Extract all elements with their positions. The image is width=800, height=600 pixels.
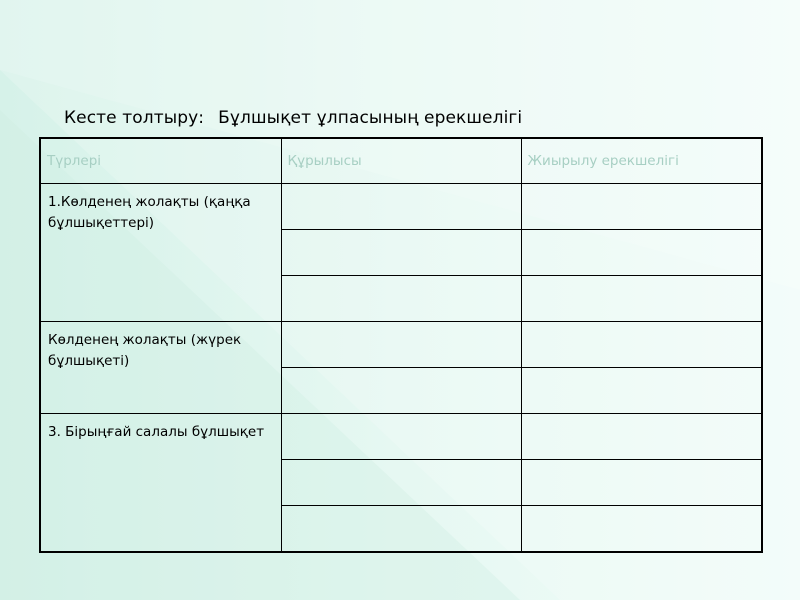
structure-input-cell[interactable] <box>281 322 521 368</box>
structure-input-cell[interactable] <box>281 460 521 506</box>
slide-title-main: Бұлшықет ұлпасының ерекшелігі <box>218 108 523 128</box>
contraction-input-cell[interactable] <box>521 414 762 460</box>
table-header-row <box>40 138 762 184</box>
contraction-input-cell[interactable] <box>521 230 762 276</box>
structure-input-cell[interactable] <box>281 368 521 414</box>
structure-input-cell[interactable] <box>281 184 521 230</box>
header-types: Түрлері <box>40 138 281 184</box>
type-cell-smooth: 3. Бірыңғай салалы бұлшықет <box>40 414 281 553</box>
table-container <box>39 137 761 547</box>
type-cell-skeletal: 1.Көлденең жолақты (қаңқа бұлшықеттері) <box>40 184 281 322</box>
table-row <box>40 184 762 230</box>
header-structure: Құрылысы <box>281 138 521 184</box>
contraction-input-cell[interactable] <box>521 460 762 506</box>
contraction-input-cell[interactable] <box>521 368 762 414</box>
structure-input-cell[interactable] <box>281 414 521 460</box>
table-row <box>40 322 762 368</box>
header-contraction: Жиырылу ерекшелігі <box>521 138 762 184</box>
slide-title <box>64 108 522 128</box>
structure-input-cell[interactable] <box>281 276 521 322</box>
structure-input-cell[interactable] <box>281 506 521 553</box>
type-cell-cardiac: Көлденең жолақты (жүрек бұлшықеті) <box>40 322 281 414</box>
muscle-tissue-table <box>39 137 763 553</box>
contraction-input-cell[interactable] <box>521 506 762 553</box>
contraction-input-cell[interactable] <box>521 322 762 368</box>
slide-title-prefix: Кесте толтыру: <box>64 108 205 128</box>
contraction-input-cell[interactable] <box>521 276 762 322</box>
contraction-input-cell[interactable] <box>521 184 762 230</box>
structure-input-cell[interactable] <box>281 230 521 276</box>
table-row <box>40 414 762 460</box>
